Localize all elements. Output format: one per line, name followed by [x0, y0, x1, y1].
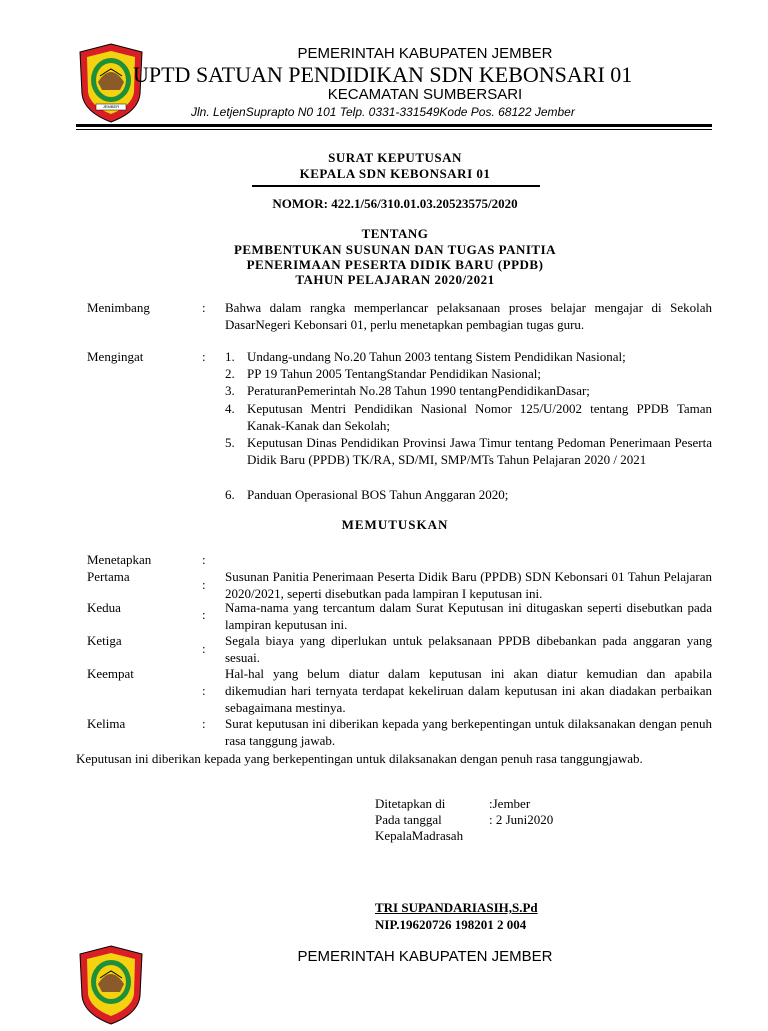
mengingat-item-text: Keputusan Mentri Pendidikan Nasional Nomor 125/U/2002 tentang PPDB Taman Kanak-Kanak dan Sekolah; [247, 401, 712, 433]
tentang-line1: PEMBENTUKAN SUSUNAN DAN TUGAS PANITIA [233, 242, 557, 257]
decision-label: Keempat [87, 666, 134, 681]
title-underline [252, 185, 540, 187]
tentang-line2: PENERIMAAN PESERTA DIDIK BARU (PPDB) [246, 257, 544, 272]
mengingat-item-number: 1. [225, 349, 235, 364]
memutuskan-heading: MEMUTUSKAN [341, 517, 449, 532]
mengingat-item-text: Undang-undang No.20 Tahun 2003 tentang Sistem Pendidikan Nasional; [247, 349, 626, 364]
decision-label: Kedua [87, 600, 121, 615]
menimbang-label: Menimbang [87, 300, 150, 315]
decision-label: Menetapkan [87, 552, 152, 567]
decision-text: Hal-hal yang belum diatur dalam keputusan ini akan diatur kemudian dan apabila dikemudian hari ternyata terdapat kekeliruan dalam keputusan ini akan diadakan perbaikan sebagaimana mestinya. [225, 666, 712, 715]
decision-colon: : [202, 577, 206, 592]
mengingat-item-number: 4. [225, 401, 235, 416]
decision-colon: : [202, 552, 206, 567]
sign-place-value: :Jember [489, 796, 531, 811]
decision-label: Ketiga [87, 633, 122, 648]
decision-label: Kelima [87, 716, 126, 731]
logo-caption: JEMBER [102, 104, 120, 109]
tentang-heading: TENTANG [361, 226, 429, 241]
menimbang-colon: : [202, 300, 206, 315]
tentang-line3: TAHUN PELAJARAN 2020/2021 [295, 272, 495, 287]
decision-text: Nama-nama yang tercantum dalam Surat Keputusan ini ditugaskan seperti disebutkan pada lampiran keputusan ini. [225, 600, 712, 632]
decision-colon: : [202, 607, 206, 622]
letterhead-rule-thick [76, 124, 712, 127]
mengingat-item-number: 2. [225, 366, 235, 381]
jember-logo [76, 944, 146, 1026]
mengingat-item-number: 3. [225, 383, 235, 398]
title-nomor: NOMOR: 422.1/56/310.01.03.20523575/2020 [272, 196, 518, 211]
decision-text: Segala biaya yang diperlukan untuk pelaksanaan PPDB dibebankan pada anggaran yang sesuai. [225, 633, 712, 665]
mengingat-label: Mengingat [87, 349, 144, 364]
closing-text: Keputusan ini diberikan kepada yang berkepentingan untuk dilaksanakan dengan penuh rasa tanggungjawab. [76, 751, 643, 766]
mengingat-item-text: PP 19 Tahun 2005 TentangStandar Pendidikan Nasional; [247, 366, 542, 381]
footer-gov: PEMERINTAH KABUPATEN JEMBER [297, 948, 553, 965]
mengingat-item-text: Panduan Operasional BOS Tahun Anggaran 2020; [247, 487, 509, 502]
mengingat-item-text: Keputusan Dinas Pendidikan Provinsi Jawa Timur tentang Pedoman Penerimaan Peserta Didik Baru (PPDB) TK/RA, SD/MI, SMP/MTs Tahun Pelajaran 2020 / 2021 [247, 435, 712, 467]
title-line2: KEPALA SDN KEBONSARI 01 [299, 166, 491, 181]
sign-date-value: : 2 Juni2020 [489, 812, 554, 827]
menimbang-text: Bahwa dalam rangka memperlancar pelaksanaan proses belajar mengajar di Sekolah DasarNegeri Kebonsari 01, perlu menetapkan pembagian tugas guru. [225, 300, 712, 332]
mengingat-colon: : [202, 349, 206, 364]
letterhead-district: KECAMATAN SUMBERSARI [327, 86, 523, 103]
mengingat-item-number: 5. [225, 435, 235, 450]
letterhead-address: Jln. LetjenSuprapto N0 101 Telp. 0331-331549Kode Pos. 68122 Jember [191, 105, 575, 119]
mengingat-item-number: 6. [225, 487, 235, 502]
sign-place-label: Ditetapkan di [375, 796, 446, 811]
title-line1: SURAT KEPUTUSAN [328, 150, 462, 165]
sign-date-label: Pada tanggal [375, 812, 442, 827]
sign-name: TRI SUPANDARIASIH,S.Pd [375, 900, 538, 915]
letterhead-rule-thin [76, 129, 712, 130]
decision-colon: : [202, 716, 206, 731]
letterhead-school: UPTD SATUAN PENDIDIKAN SDN KEBONSARI 01 [133, 62, 633, 87]
sign-role: KepalaMadrasah [375, 828, 464, 843]
decision-text: Susunan Panitia Penerimaan Peserta Didik Baru (PPDB) SDN Kebonsari 01 Tahun Pelajaran 2020/2021, seperti disebutkan pada lampiran I keputusan ini. [225, 569, 712, 601]
mengingat-item-text: PeraturanPemerintah No.28 Tahun 1990 tentangPendidikanDasar; [247, 383, 590, 398]
decision-label: Pertama [87, 569, 130, 584]
decision-colon: : [202, 683, 206, 698]
decision-text: Surat keputusan ini diberikan kepada yang berkepentingan untuk dilaksanakan dengan penuh rasa tanggung jawab. [225, 716, 712, 748]
letterhead-gov: PEMERINTAH KABUPATEN JEMBER [297, 45, 553, 62]
sign-nip: NIP.19620726 198201 2 004 [375, 917, 527, 932]
decision-colon: : [202, 641, 206, 656]
